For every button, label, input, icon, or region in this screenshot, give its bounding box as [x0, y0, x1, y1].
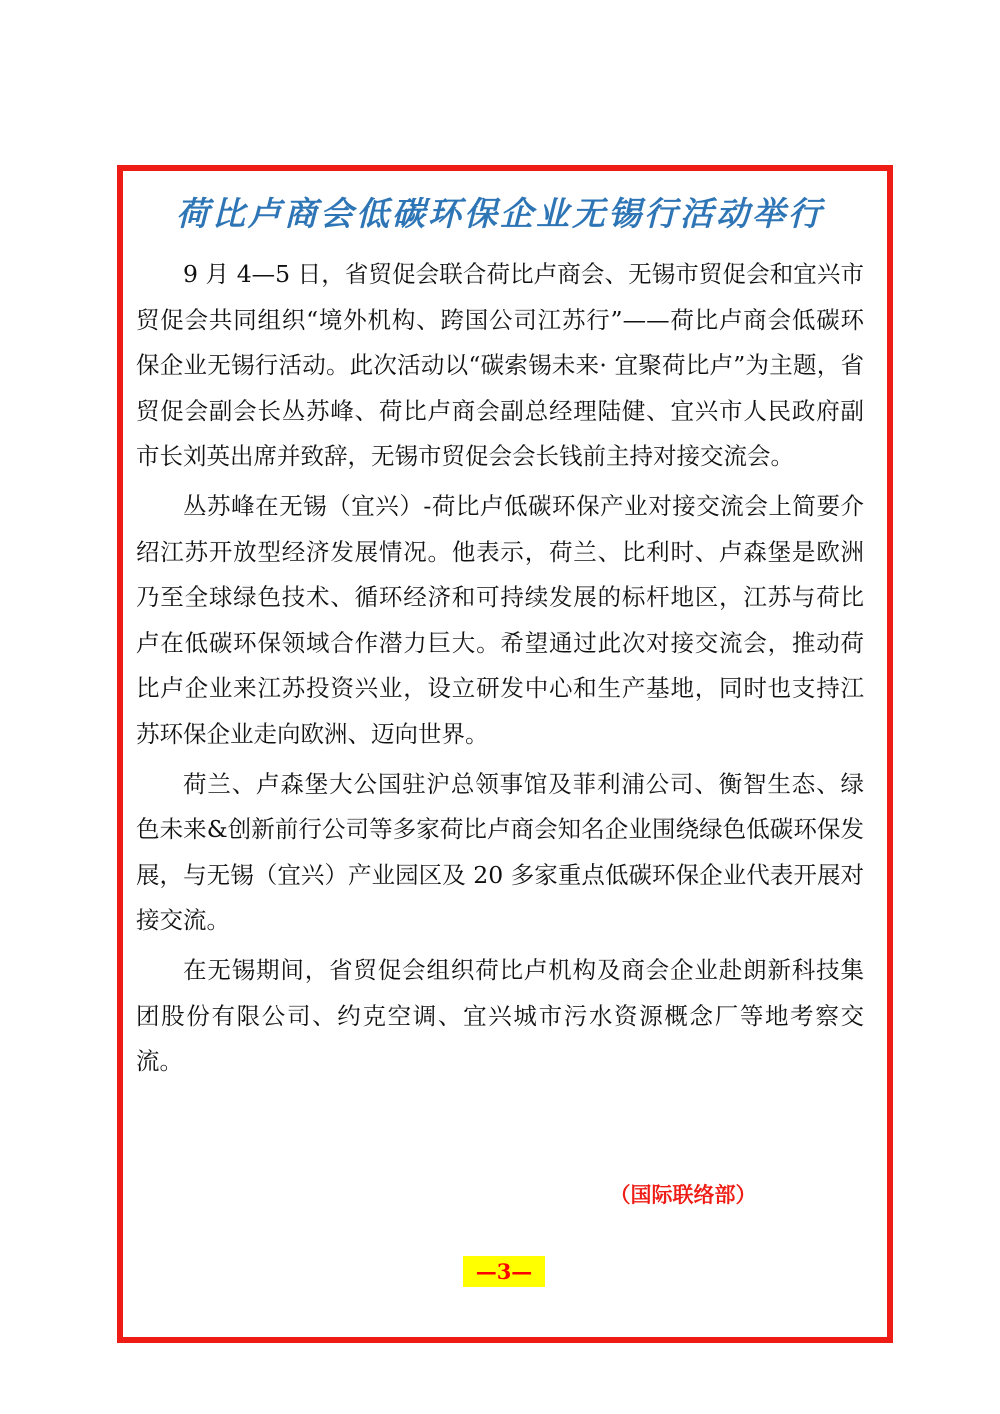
- paragraph-1: 9 月 4—5 日，省贸促会联合荷比卢商会、无锡市贸促会和宜兴市贸促会共同组织“境外机构、跨国公司江苏行”——荷比卢商会低碳环保企业无锡行活动。此次活动以“碳索锡未来· 宜聚荷比卢”为主题，省贸促会副会长丛苏峰、荷比卢商会副总经理陆健、宜兴市人民政府副市长刘英出席并致辞，无锡市贸促会会长钱前主持对接交流会。: [136, 260, 864, 470]
- article-title: 荷比卢商会低碳环保企业无锡行活动举行: [176, 194, 824, 233]
- article-body: [136, 252, 864, 1089]
- paragraph-2: 丛苏峰在无锡（宜兴）-荷比卢低碳环保产业对接交流会上简要介绍江苏开放型经济发展情况。他表示，荷兰、比利时、卢森堡是欧洲乃至全球绿色技术、循环经济和可持续发展的标杆地区，江苏与荷比卢在低碳环保领域合作潜力巨大。希望通过此次对接交流会，推动荷比卢企业来江苏投资兴业，设立研发中心和生产基地，同时也支持江苏环保企业走向欧洲、迈向世界。: [136, 492, 864, 748]
- paragraph-3: 荷兰、卢森堡大公国驻沪总领事馆及菲利浦公司、衡智生态、绿色未来&创新前行公司等多家荷比卢商会知名企业围绕绿色低碳环保发展，与无锡（宜兴）产业园区及 20 多家重点低碳环保企业代表开展对接交流。: [136, 769, 864, 934]
- paragraph-4: 在无锡期间，省贸促会组织荷比卢机构及商会企业赴朗新科技集团股份有限公司、约克空调、宜兴城市污水资源概念厂等地考察交流。: [136, 956, 864, 1075]
- page-number: —3—: [463, 1256, 545, 1287]
- department-signature: （国际联络部）: [609, 1182, 757, 1207]
